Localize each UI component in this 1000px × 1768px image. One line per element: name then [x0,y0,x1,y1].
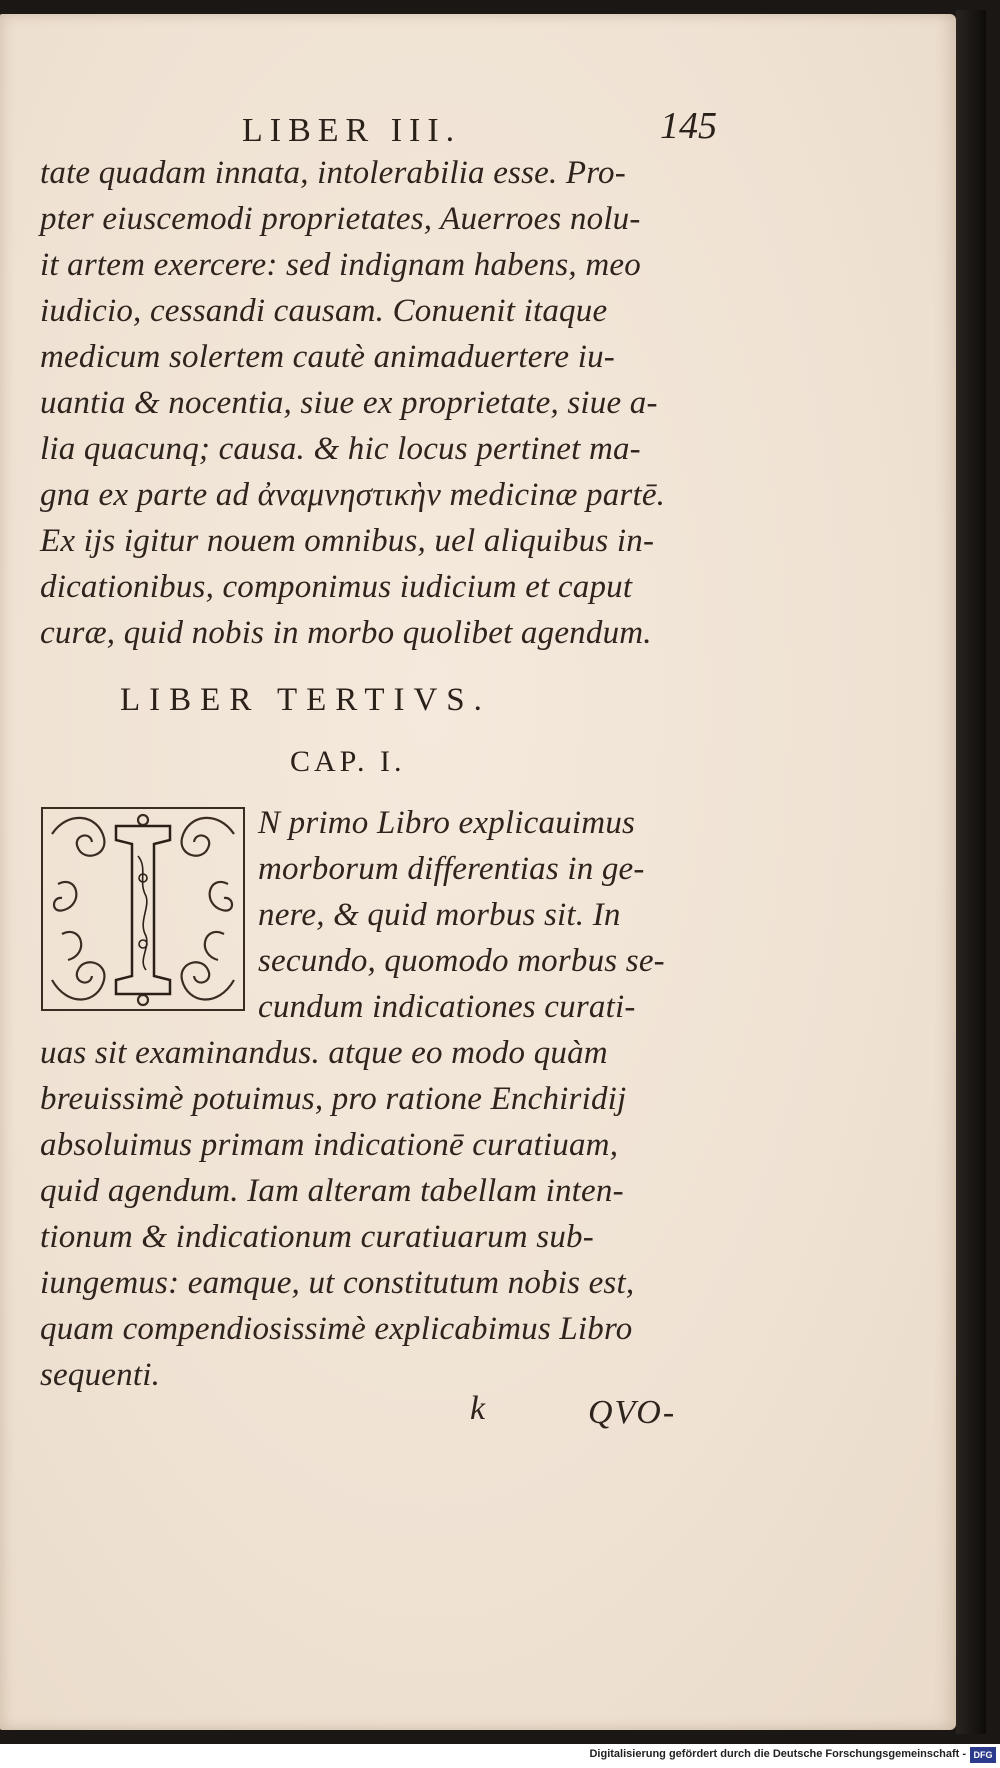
text-line: sequenti. [40,1357,161,1393]
text-line: dicationibus, componimus iudicium et caput [40,569,633,605]
running-head: LIBER III. [242,112,462,149]
page-footer-marks [0,1390,956,1440]
text-line: Ex ijs igitur nouem omnibus, uel aliquibus in- [40,523,655,559]
text-line: tionum & indicationum curatiuarum sub- [40,1219,594,1255]
book-title: LIBER TERTIVS. [120,682,491,718]
text-line: nere, & quid morbus sit. In [258,897,621,933]
text-line: morborum differentias in ge- [258,851,645,887]
catchword: QVO- [588,1394,677,1431]
chapter-text [40,800,710,1398]
page-number: 145 [660,105,717,147]
text-line: it artem exercere: sed indignam habens, meo [40,247,641,283]
text-line: curæ, quid nobis in morbo quolibet agendum. [40,615,652,651]
page-header [0,100,956,150]
text-line: N primo Libro explicauimus [258,805,636,841]
book-page [0,14,956,1730]
digitization-footer [0,1744,1000,1768]
text-line: quam compendiosissimè explicabimus Libro [40,1311,633,1347]
chapter-heading: CAP. I. [290,745,406,778]
text-line: lia quacunq; causa. & hic locus pertinet ma- [40,431,641,467]
text-line: iungemus: eamque, ut constitutum nobis est, [40,1265,635,1301]
dfg-logo-icon: DFG [970,1747,996,1763]
body-text [40,150,710,656]
text-line: gna ex parte ad ἀναμνηστικὴν medicinæ partē. [40,477,666,513]
signature-mark: k [470,1390,486,1427]
book-edge [956,10,986,1734]
text-line: uas sit examinandus. atque eo modo quàm [40,1035,608,1071]
text-line: secundo, quomodo morbus se- [258,943,665,979]
text-line: uantia & nocentia, siue ex proprietate, siue a- [40,385,658,421]
funding-credit: Digitalisierung gefördert durch die Deutsche Forschungsgemeinschaft - [589,1748,966,1760]
text-line: pter eiuscemodi proprietates, Auerroes nolu- [40,201,641,237]
text-line: cundum indicationes curati- [258,989,636,1025]
text-line: absoluimus primam indicationē curatiuam, [40,1127,619,1163]
text-line: tate quadam innata, intolerabilia esse. Pro- [40,155,626,191]
text-line: iudicio, cessandi causam. Conuenit itaque [40,293,608,329]
text-line: breuissimè potuimus, pro ratione Enchiridij [40,1081,627,1117]
text-line: medicum solertem cautè animaduertere iu- [40,339,615,375]
text-line: quid agendum. Iam alteram tabellam inten- [40,1173,624,1209]
